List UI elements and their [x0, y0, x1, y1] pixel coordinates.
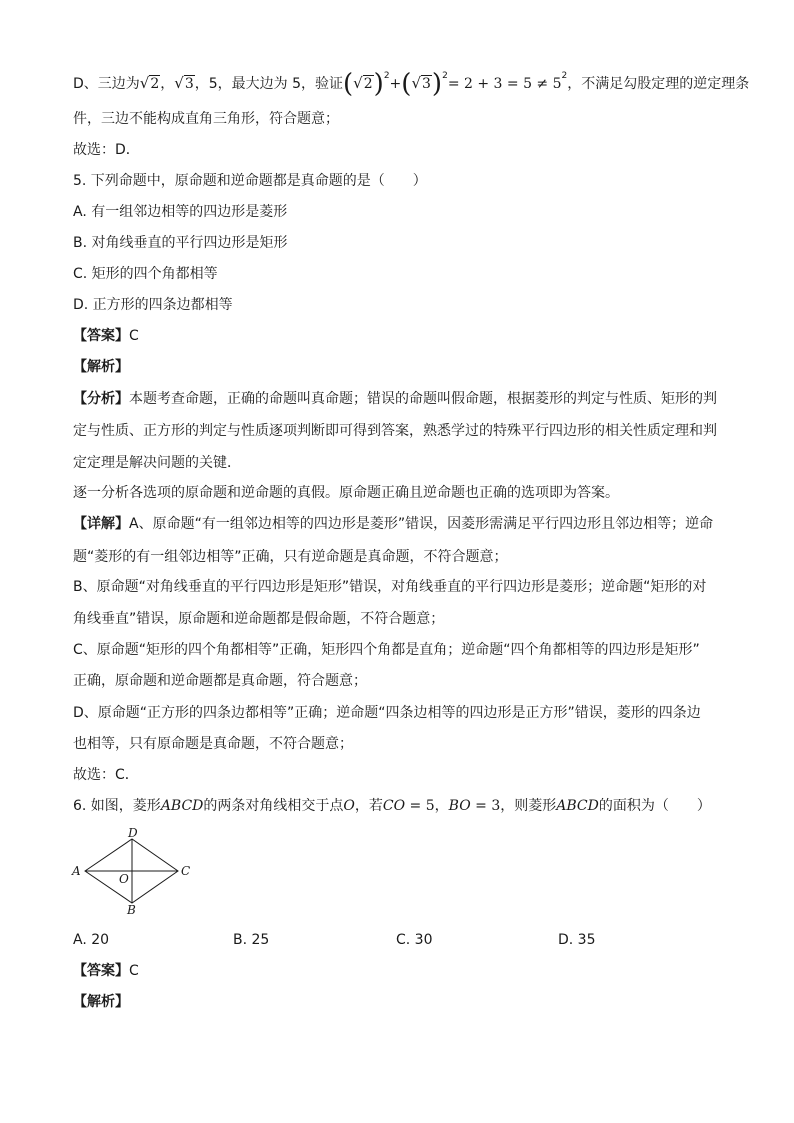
- q5-stem: 5. 下列命题中，原命题和逆命题都是真命题的是（ ）: [73, 173, 427, 189]
- label-c: C: [181, 864, 191, 878]
- sqrt-2-paren: √2: [353, 74, 373, 92]
- label-d: D: [128, 826, 138, 840]
- label-o: O: [119, 872, 129, 886]
- q5-analysis-tag: 【解析】: [73, 359, 129, 375]
- q5-fenxi-2: 定与性质、正方形的判定与性质逐项判断即可得到答案，熟悉学过的特殊平行四边形的相关性质定理和判: [73, 423, 717, 439]
- q5-xiangjie-4: 角线垂直”错误，原命题和逆命题都是假命题，不符合题意；: [73, 611, 445, 627]
- q6-option-d: D. 35: [558, 932, 596, 948]
- q5-choose: 故选：C．: [73, 767, 139, 783]
- q4-choose: 故选：D．: [73, 142, 140, 158]
- sqrt-2: √2: [139, 74, 160, 92]
- q4-option-d-line-2: 件，三边不能构成直角三角形，符合题意；: [73, 111, 339, 127]
- q6-answer: 【答案】C: [73, 963, 139, 979]
- q5-option-a: A. 有一组邻边相等的四边形是菱形: [73, 204, 288, 220]
- label-a: A: [72, 864, 81, 878]
- sqrt-3-paren: √3: [411, 74, 431, 92]
- q5-option-d: D. 正方形的四条边都相等: [73, 297, 233, 313]
- q4-option-d-line: D、三边为√2，√3，5，最大边为 5，验证$(√2)^2+(√3)^2= 2 + 3 = 5 \ne 5^2$，不满足勾股定理的逆定理条: [73, 69, 750, 99]
- q5-fenxi-4: 逐一分析各选项的原命题和逆命题的真假。原命题正确且逆命题也正确的选项即为答案。: [73, 485, 619, 501]
- q6-stem: 6. 如图，菱形ABCD的两条对角线相交于点O，若CO = 5，BO = 3，则菱形ABCD的面积为（ ）: [73, 798, 711, 814]
- q5-option-c: C. 矩形的四个角都相等: [73, 266, 218, 282]
- q5-xiangjie-8: 也相等，只有原命题是真命题，不符合题意；: [73, 736, 353, 752]
- q5-xiangjie-6: 正确，原命题和逆命题都是真命题，符合题意；: [73, 673, 367, 689]
- q6-option-b: B. 25: [233, 932, 270, 948]
- q5-fenxi-3: 定定理是解决问题的关键．: [73, 455, 241, 471]
- q6-option-c: C. 30: [396, 932, 433, 948]
- q5-option-b: B. 对角线垂直的平行四边形是矩形: [73, 235, 288, 251]
- q5-xiangjie-1: 【详解】A、原命题“有一组邻边相等的四边形是菱形”错误，因菱形需满足平行四边形且邻边相等；逆命: [73, 516, 714, 532]
- q5-xiangjie-5: C、原命题“矩形的四个角都相等”正确，矩形四个角都是直角；逆命题“四个角都相等的四边形是矩形”: [73, 642, 700, 658]
- label-b: B: [127, 903, 136, 917]
- q5-answer: 【答案】C: [73, 328, 139, 344]
- q6-option-a: A. 20: [73, 932, 110, 948]
- q5-fenxi-1: 【分析】本题考查命题，正确的命题叫真命题；错误的命题叫假命题，根据菱形的判定与性质、矩形的判: [73, 391, 717, 407]
- q5-xiangjie-7: D、原命题“正方形的四条边都相等”正确；逆命题“四条边相等的四边形是正方形”错误，菱形的四条边: [73, 705, 701, 721]
- text-segment: ，5，最大边为 5，验证: [194, 76, 344, 92]
- q5-xiangjie-2: 题“菱形的有一组邻边相等”正确，只有逆命题是真命题，不符合题意；: [73, 549, 508, 565]
- rhombus-figure: [70, 826, 200, 918]
- sqrt-3: √3: [174, 74, 194, 92]
- text-segment: D、三边为: [73, 76, 140, 92]
- q5-xiangjie-3: B、原命题“对角线垂直的平行四边形是矩形”错误，对角线垂直的平行四边形是菱形；逆命题“矩形的对: [73, 579, 707, 595]
- q6-analysis-tag: 【解析】: [73, 994, 129, 1010]
